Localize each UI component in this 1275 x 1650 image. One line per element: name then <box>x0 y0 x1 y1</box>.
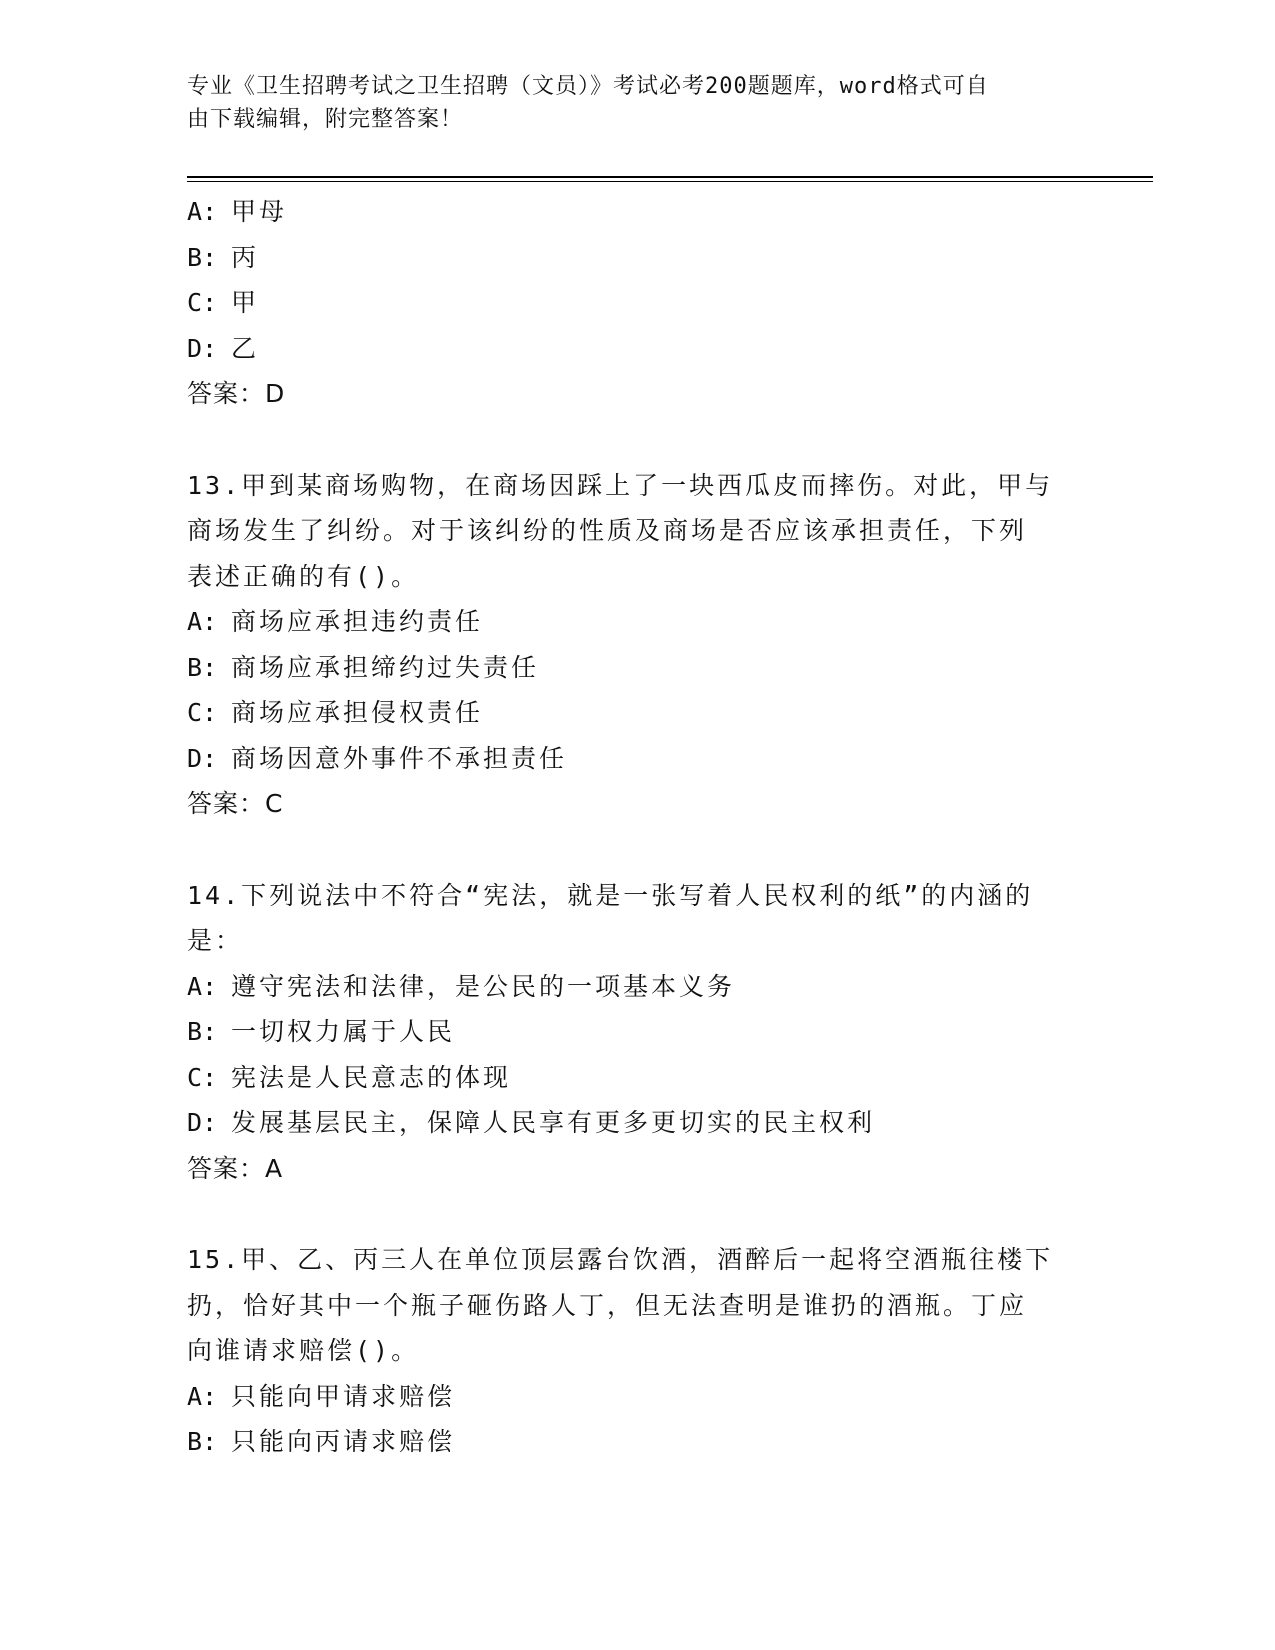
question-15 <box>187 1237 1087 1465</box>
option-text: 商场应承担侵权责任 <box>231 698 484 727</box>
option-a <box>187 599 1087 645</box>
question-12-tail <box>187 189 1087 417</box>
option-text: 只能向甲请求赔偿 <box>231 1381 456 1411</box>
option-key: B: <box>187 652 218 682</box>
option-text: 商场应承担缔约过失责任 <box>231 652 540 682</box>
option-text: 发展基层民主，保障人民享有更多更切实的民主权利 <box>231 1108 876 1137</box>
option-key: A: <box>187 1381 218 1411</box>
option-d <box>187 326 1087 372</box>
question-14 <box>187 873 1087 1192</box>
question-stem-line: 是： <box>187 926 244 955</box>
option-key: C: <box>187 1062 218 1092</box>
option-text: 乙 <box>231 333 260 363</box>
option-text: 只能向丙请求赔偿 <box>231 1427 456 1456</box>
option-key: A: <box>187 607 218 636</box>
option-key: D: <box>187 333 218 363</box>
option-b <box>187 645 1087 691</box>
question-stem-line: 15.甲、乙、丙三人在单位顶层露台饮酒，酒醉后一起将空酒瓶往楼下 <box>187 1245 1054 1274</box>
spacer <box>187 827 1087 873</box>
question-stem-line: 商场发生了纠纷。对于该纠纷的性质及商场是否应该承担责任，下列 <box>187 516 1028 545</box>
question-stem-line: 扔，恰好其中一个瓶子砸伤路人丁，但无法查明是谁扔的酒瓶。丁应 <box>187 1290 1028 1320</box>
option-a <box>187 1374 1087 1420</box>
question-stem-line: 表述正确的有()。 <box>187 561 420 591</box>
option-text: 遵守宪法和法律，是公民的一项基本义务 <box>231 971 736 1001</box>
option-key: B: <box>187 242 218 272</box>
answer-line: 答案：D <box>187 379 286 408</box>
option-key: A: <box>187 971 218 1001</box>
option-key: B: <box>187 1427 218 1456</box>
question-13 <box>187 463 1087 827</box>
spacer <box>187 1191 1087 1237</box>
option-key: C: <box>187 698 218 727</box>
answer-line: 答案：A <box>187 1153 284 1183</box>
option-text: 宪法是人民意志的体现 <box>231 1062 512 1092</box>
option-text: 商场应承担违约责任 <box>231 607 484 636</box>
question-stem-line: 13.甲到某商场购物，在商场因踩上了一块西瓜皮而摔伤。对此，甲与 <box>187 470 1054 500</box>
option-d <box>187 736 1087 782</box>
spacer <box>187 417 1087 463</box>
answer-line: 答案：C <box>187 789 284 818</box>
header-rule-thin <box>187 181 1153 182</box>
document-header <box>187 70 1067 136</box>
option-a <box>187 964 1087 1010</box>
option-key: A: <box>187 197 218 226</box>
header-line-1: 专业《卫生招聘考试之卫生招聘（文员）》考试必考200题题库，word格式可自 <box>187 74 989 99</box>
option-text: 甲母 <box>231 197 288 226</box>
option-b <box>187 235 1087 281</box>
option-key: D: <box>187 1108 218 1137</box>
option-b <box>187 1419 1087 1465</box>
option-text: 商场因意外事件不承担责任 <box>231 743 568 773</box>
question-stem-line: 向谁请求赔偿()。 <box>187 1336 420 1365</box>
option-d <box>187 1100 1087 1146</box>
document-body <box>187 189 1087 1465</box>
option-text: 甲 <box>231 288 260 317</box>
option-key: C: <box>187 288 218 317</box>
question-stem-line: 14.下列说法中不符合“宪法，就是一张写着人民权利的纸”的内涵的 <box>187 880 1034 910</box>
option-c <box>187 690 1087 736</box>
option-key: D: <box>187 743 218 773</box>
header-line-2: 由下载编辑，附完整答案！ <box>187 107 464 132</box>
option-text: 一切权力属于人民 <box>231 1017 456 1046</box>
option-b <box>187 1009 1087 1055</box>
option-a <box>187 189 1087 235</box>
option-c <box>187 1055 1087 1101</box>
option-c <box>187 280 1087 326</box>
option-text: 丙 <box>231 242 260 272</box>
header-rule <box>187 176 1153 178</box>
option-key: B: <box>187 1017 218 1046</box>
